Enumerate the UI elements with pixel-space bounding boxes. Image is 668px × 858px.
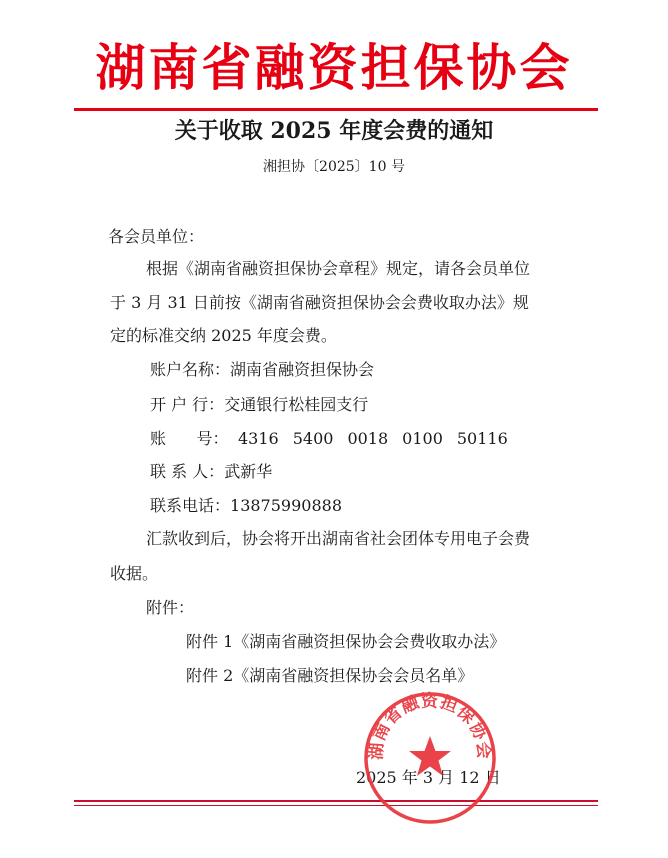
account-number-group: 0018: [347, 429, 389, 448]
org-header-title: 湖南省融资担保协会: [95, 39, 573, 97]
body-line-3: 定的标准交纳 2025 年度会费。: [110, 326, 337, 345]
svg-text:湖南省融资担保协会: 湖南省融资担保协会: [366, 691, 494, 761]
account-number-group: 50116: [456, 429, 508, 448]
contact-label: 联 系 人：: [150, 462, 225, 481]
account-number-row: [150, 428, 522, 450]
footer-red-rule-thin: [74, 805, 598, 806]
official-seal-stamp: [362, 690, 498, 826]
body-line-2: 于 3 月 31 日前按《湖南省融资担保协会会费收取办法》规: [110, 293, 529, 312]
phone-label: 联系电话：: [150, 496, 231, 515]
attachment-item-1: 附件 1《湖南省融资担保协会会费收取办法》: [186, 632, 506, 651]
closing-line-2: 收据。: [110, 564, 159, 583]
account-number-group: 4316: [238, 429, 279, 448]
header-red-rule: [74, 108, 598, 111]
bank-row: [150, 394, 368, 416]
account-number-group: 5400: [292, 429, 334, 448]
seal-star-icon: [409, 736, 451, 776]
account-number-label: 账 号：: [150, 429, 229, 448]
account-number-group: 0100: [402, 429, 443, 448]
phone-value: 13875990888: [230, 496, 342, 515]
attachments-label: 附件：: [146, 598, 195, 617]
document-number: 湘担协〔2025〕10 号: [263, 159, 405, 175]
contact-value: 武新华: [224, 462, 273, 481]
account-name-value: 湖南省融资担保协会: [230, 360, 375, 379]
salutation: 各会员单位：: [108, 227, 205, 246]
bank-value: 交通银行松桂园支行: [224, 395, 369, 414]
footer-red-rule: [74, 800, 598, 802]
account-name-label: 账户名称：: [150, 360, 231, 379]
contact-row: [150, 461, 272, 483]
closing-line-1: 汇款收到后，协会将开出湖南省社会团体专用电子会费: [146, 529, 531, 548]
body-line-1: 根据《湖南省融资担保协会章程》规定，请各会员单位: [146, 259, 531, 278]
attachment-item-2: 附件 2《湖南省融资担保协会会员名单》: [186, 666, 474, 685]
signature-date: 2025 年 3 月 12 日: [356, 768, 501, 787]
bank-label: 开 户 行：: [150, 395, 225, 414]
phone-row: [150, 495, 342, 517]
account-name-row: [150, 359, 374, 381]
notice-title: 关于收取 2025 年度会费的通知: [174, 118, 494, 144]
